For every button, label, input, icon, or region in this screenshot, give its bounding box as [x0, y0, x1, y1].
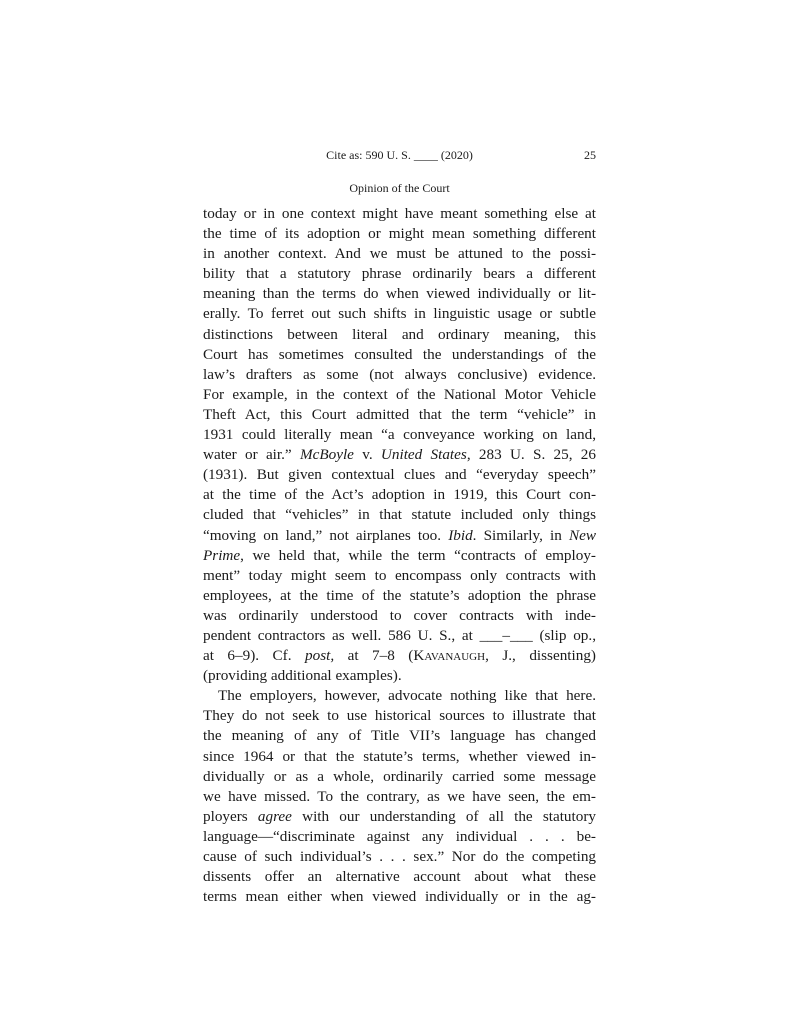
running-header [203, 148, 596, 166]
case-name: United States [380, 446, 467, 464]
text-line: we have missed. To the contrary, as we have seen, the em- [203, 787, 596, 805]
post-citation: post, [305, 647, 335, 665]
text-line: erally. To ferret out such shifts in linguistic usage or subtle [203, 305, 596, 323]
text-span: , 283 U. S. 25, 26 [466, 446, 596, 464]
case-name: New [569, 526, 597, 544]
text-line: (1931). But given contextual clues and “everyday speech” [203, 466, 596, 484]
text-span: “moving on land,” not airplanes too. [203, 526, 449, 544]
text-span: , we held that, while the term “contracts of employ- [240, 546, 596, 564]
text-line [203, 807, 596, 827]
text-line [203, 526, 596, 546]
text-line: ment” today might seem to encompass only contracts with [203, 566, 596, 584]
text-line: dissents offer an alternative account about what these [203, 868, 596, 886]
text-line: employees, at the time of the statute’s adoption the phrase [203, 586, 596, 604]
text-span: at 7–8 ( [334, 647, 414, 665]
text-line: 1931 could literally mean “a conveyance working on land, [203, 426, 596, 444]
text-line: dividually or as a whole, ordinarily carried some message [203, 767, 596, 785]
paragraph-2 [203, 686, 596, 907]
text-line: cause of such individual’s . . . sex.” Nor do the competing [203, 848, 596, 865]
justice-name: Kavanaugh [413, 647, 486, 665]
text-span: , J., dissenting) [485, 647, 596, 665]
text-line: The employers, however, advocate nothing like that here. [218, 687, 596, 705]
text-line: distinctions between literal and ordinary meaning, this [203, 325, 596, 343]
text-line: language—“discriminate against any individual . . . be- [203, 827, 596, 845]
ibid-citation: Ibid [448, 526, 473, 544]
text-span: ployers [203, 807, 258, 825]
case-name: McBoyle [299, 446, 354, 464]
page-number: 25 [584, 148, 596, 162]
opinion-body [203, 204, 596, 907]
text-line: terms mean either when viewed individually or in the ag- [203, 888, 596, 906]
text-line: bility that a statutory phrase ordinarily bears a different [203, 265, 596, 283]
text-line: the meaning of any of Title VII’s language has changed [203, 727, 596, 745]
paragraph-1 [203, 204, 596, 686]
text-line [203, 546, 596, 566]
text-span: . Similarly, in [472, 526, 569, 544]
text-line: law’s drafters as some (not always conclusive) evidence. [203, 365, 596, 383]
text-span: at 6–9). Cf. [203, 647, 306, 665]
text-line [203, 646, 596, 666]
text-line: For example, in the context of the National Motor Vehicle [203, 385, 596, 403]
text-line: Theft Act, this Court admitted that the term “vehicle” in [203, 405, 596, 423]
emphasis: agree [257, 807, 292, 825]
text-line: at the time of the Act’s adoption in 1919, this Court con- [203, 486, 596, 504]
text-line: (providing additional examples). [203, 667, 402, 685]
text-span: with our understanding of all the statutory [291, 807, 596, 825]
text-line: was ordinarily understood to cover contracts with inde- [203, 606, 596, 624]
text-line: the time of its adoption or might mean something different [203, 225, 596, 243]
text-line: today or in one context might have meant something else at [203, 205, 596, 222]
text-line: meaning than the terms do when viewed individually or lit- [203, 285, 596, 303]
text-line: since 1964 or that the statute’s terms, whether viewed in- [203, 747, 596, 765]
opinion-label: Opinion of the Court [349, 181, 450, 195]
text-line: cluded that “vehicles” in that statute included only things [203, 506, 596, 524]
text-line: They do not seek to use historical sources to illustrate that [203, 707, 596, 725]
text-line: Court has sometimes consulted the understandings of the [203, 345, 596, 363]
text-line: pendent contractors as well. 586 U. S., at ___–___ (slip op., [203, 626, 596, 644]
citation-header: Cite as: 590 U. S. ____ (2020) [326, 148, 473, 162]
text-span: water or air.” [203, 446, 300, 464]
case-name: Prime [203, 546, 241, 564]
text-span: v. [353, 446, 381, 464]
text-line [203, 445, 596, 465]
text-line: in another context. And we must be attuned to the possi- [203, 245, 596, 263]
